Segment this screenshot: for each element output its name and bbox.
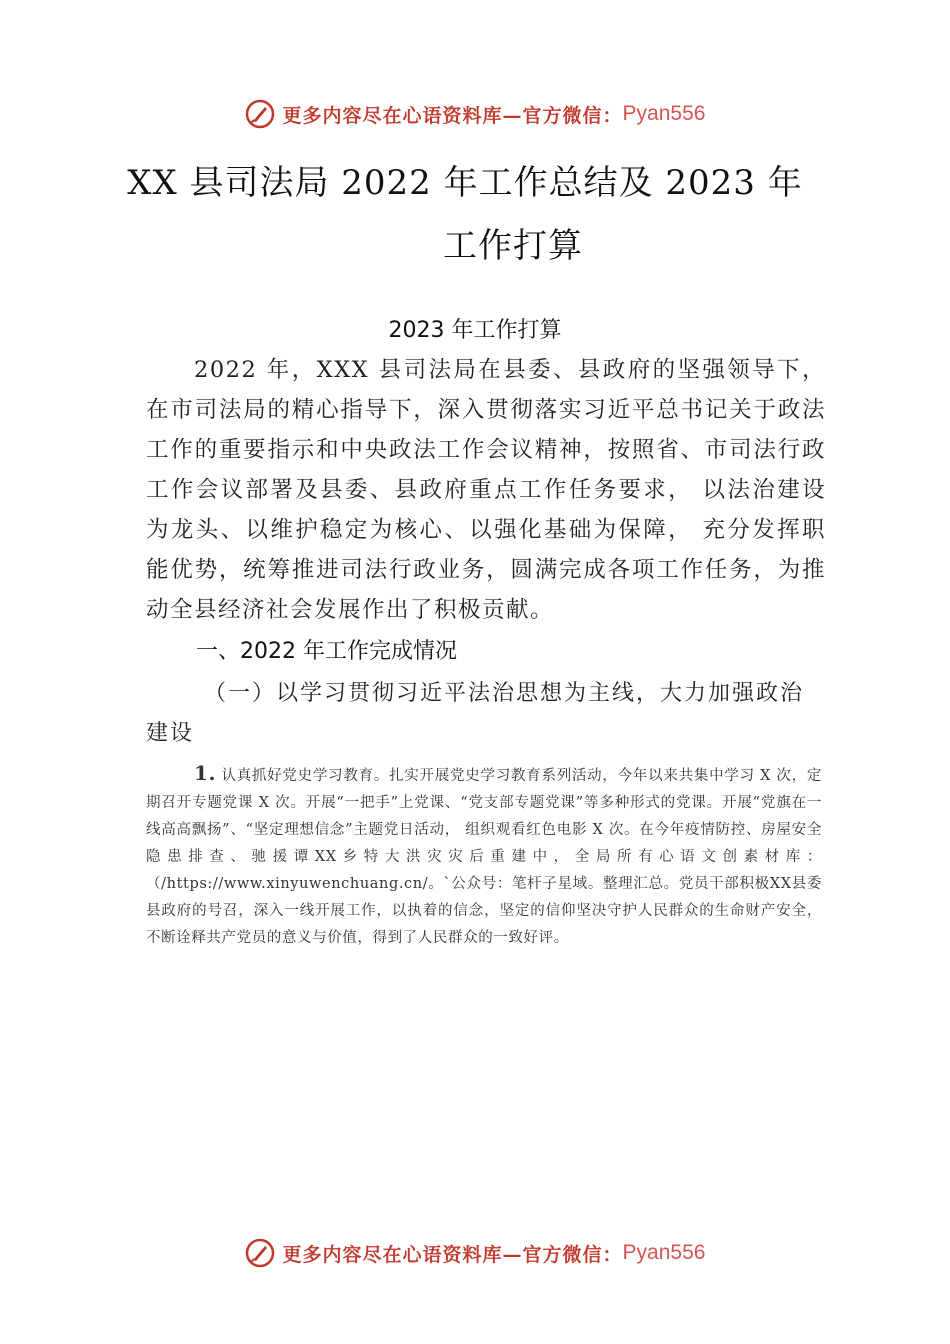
intro-paragraph-text: 2022 年，XXX 县司法局在县委、县政府的坚强领导下，在市司法局的精心指导下，深入贯彻落实习近平总书记关于政法工作的重要指示和中央政法工作会议精神，按照省、市司法行政工作会议部署及县委、县政府重点工作任务要求， 以法治建设为龙头、以维护稳定为核心、以强化基础为保障， 充分发挥职能优势，统筹推进司法行政业务，圆满完成各项工作任务，为推动全县经济社会发展作出了积极贡献。 (146, 357, 826, 623)
document-subtitle: 2023 年工作打算 (388, 318, 562, 343)
item-1-number: 1. (194, 761, 217, 785)
section-heading-1: 一、2022 年工作完成情况 (196, 639, 457, 664)
watermark-wechat-id: Pyan556 (622, 102, 706, 125)
quill-logo-icon (245, 99, 275, 129)
document-title-line1: XX 县司法局 2022 年工作总结及 2023 年 (127, 163, 803, 203)
subsection-heading-1-text: （一）以学习贯彻习近平法治思想为主线，大力加强政治建设 (146, 681, 805, 746)
document-title-line2: 工作打算 (443, 226, 583, 266)
watermark-wechat-id: Pyan556 (622, 1241, 706, 1264)
watermark-text: 更多内容尽在心语资料库—官方微信： (282, 1243, 623, 1266)
intro-paragraph (146, 350, 826, 630)
quill-logo-icon (245, 1238, 275, 1268)
item-1-text: 认真抓好党史学习教育。扎实开展党史学习教育系列活动，今年以来共集中学习 X 次，定期召开专题党课 X 次。开展“一把手”上党课、“党支部专题党课”等多种形式的党课。开展“党旗在一线高高飘扬”、“坚定理想信念”主题党日活动， 组织观看红色电影 X 次。在今年疫情防控、房屋安全隐患排查、驰援谭XX乡特大洪灾灾后重建中，全局所有心语文创素材库：（/https://www.xinyuwenchuang.cn/。`公众号：笔杆子星域。整理汇总。党员干部积极XX县委县政府的号召，深入一线开展工作，以执着的信念，坚定的信仰坚决守护人民群众的生命财产安全，不断诠释共产党员的意义与价值，得到了人民群众的一致好评。 (146, 768, 822, 946)
watermark-text: 更多内容尽在心语资料库—官方微信： (282, 104, 623, 127)
watermark-header (0, 94, 950, 134)
item-1-paragraph (146, 760, 822, 952)
subsection-heading-1 (146, 674, 826, 754)
watermark-footer (0, 1233, 950, 1273)
